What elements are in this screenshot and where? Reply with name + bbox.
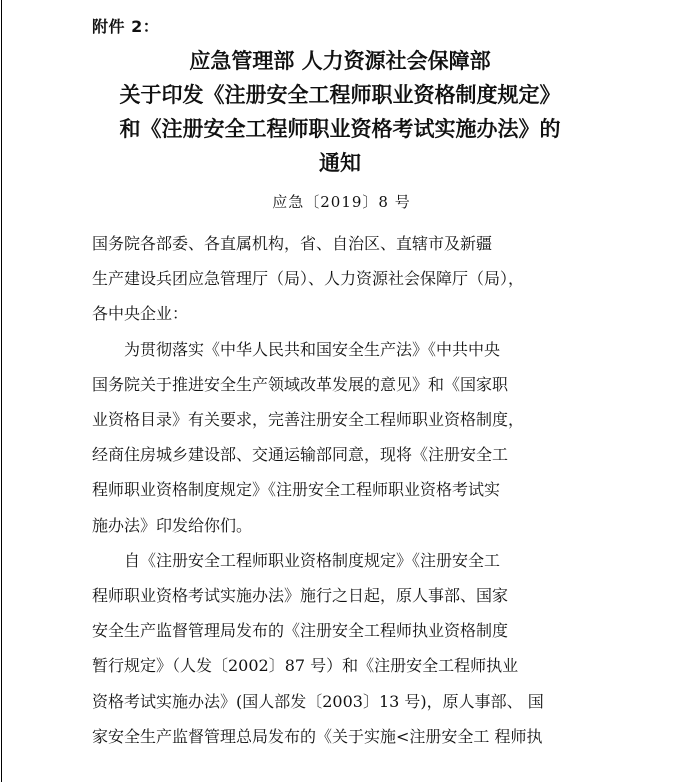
body-line: 各中央企业：	[92, 304, 189, 324]
body-line: 暂行规定》（人发〔2002〕87 号）和《注册安全工程师执业	[92, 656, 519, 676]
body-line: 经商住房城乡建设部、交通运输部同意，现将《注册安全工	[92, 445, 509, 465]
paragraph-2	[92, 543, 602, 754]
document-title	[60, 44, 620, 180]
body-line: 安全生产监督管理局发布的《注册安全工程师执业资格制度	[92, 621, 509, 641]
body-line: 业资格目录》有关要求，完善注册安全工程师职业资格制度，	[92, 410, 525, 430]
body-line: 为贯彻落实《中华人民共和国安全生产法》《中共中央	[124, 339, 501, 359]
title-line: 和《注册安全工程师职业资格考试实施办法》的	[119, 117, 561, 141]
body-line: 程师职业资格制度规定》《注册安全工程师职业资格考试实	[92, 480, 501, 500]
body-line: 生产建设兵团应急管理厅（局）、人力资源社会保障厅（局），	[92, 269, 525, 289]
document-body	[92, 226, 602, 754]
body-line: 国务院关于推进安全生产领域改革发展的意见》和《国家职	[92, 374, 509, 394]
document-number: 应急〔2019〕8 号	[272, 193, 411, 211]
body-line: 自《注册安全工程师职业资格制度规定》《注册安全工	[124, 550, 501, 570]
body-line: 施办法》印发给你们。	[92, 515, 253, 535]
paragraph-1	[92, 332, 602, 543]
body-line: 家安全生产监督管理总局发布的《关于实施<注册安全工 程师执	[92, 726, 543, 746]
body-line: 国务院各部委、各直属机构，省、自治区、直辖市及新疆	[92, 234, 493, 253]
addressee	[92, 226, 602, 332]
body-line: 资格考试实施办法》(国人部发〔2003〕13 号)，原人事部、 国	[92, 691, 544, 711]
attachment-label: 附件 2：	[92, 17, 160, 36]
title-line: 应急管理部 人力资源社会保障部	[189, 49, 491, 73]
title-line: 关于印发《注册安全工程师职业资格制度规定》	[119, 83, 561, 107]
body-line: 程师职业资格考试实施办法》施行之日起，原人事部、国家	[92, 586, 509, 606]
page-left-border	[1, 0, 2, 782]
title-line: 通知	[319, 151, 361, 175]
